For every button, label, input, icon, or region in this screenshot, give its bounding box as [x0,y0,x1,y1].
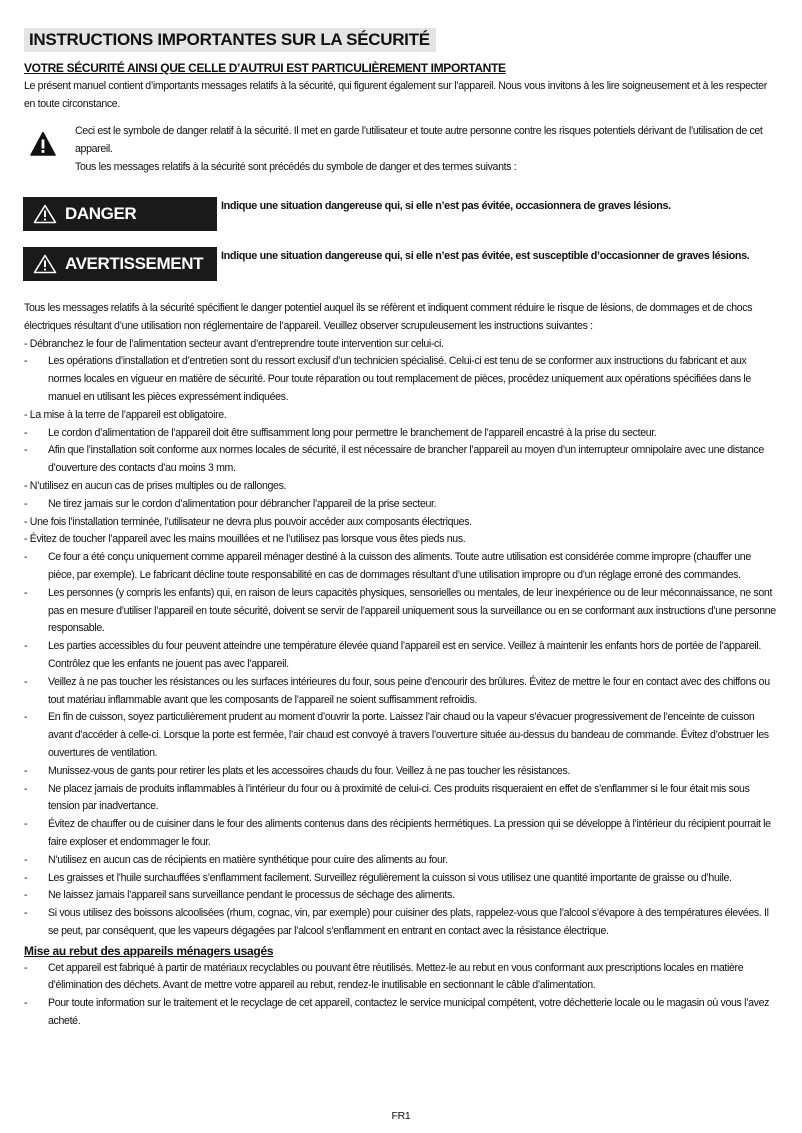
list-dash: - [24,871,28,884]
list-item [24,549,776,585]
list-item-text: Cet appareil est fabriqué à partir de matériaux recyclables ou pouvant être réutilisés. Mettez-le au rebut en vous conformant aux prescriptions locales en matière d’élimination des déchets. Avant de mettre votre appareil au rebut, rendez-le inutilisable en sectionnant le câble d’alimentation. [48,961,744,992]
danger-description: Indique une situation dangereuse qui, si elle n’est pas évitée, occasionnera de graves lésions. [221,200,671,212]
list-item [24,816,776,852]
disposal-title: Mise au rebut des appareils ménagers usagés [24,943,274,958]
list-dash: - [24,586,28,599]
list-dash: - [24,997,28,1010]
list-line: - Évitez de toucher l’appareil avec les mains mouillées et ne l’utilisez pas lorsque vous êtes pieds nus. [24,533,466,546]
list-item-text: Veillez à ne pas toucher les résistances ou les surfaces intérieures du four, sous peine d’encourir des brûlures. Évitez de mettre le four en contact avec des chiffons ou tout matériau inflammable avant que les composants de l’appareil ne soient suffisamment refroidis. [48,675,770,706]
list-item [24,425,776,443]
list-item [24,870,776,888]
list-item [24,496,776,514]
list-item [24,905,776,941]
symbol-intro: Tous les messages relatifs à la sécurité sont précédés du symbole de danger et des termes suivants : [75,160,517,173]
list-item [24,353,776,406]
list-dash: - [24,640,28,653]
list-dash: - [24,426,28,439]
page-number: FR1 [391,1110,411,1122]
list-item-text: Les graisses et l’huile surchauffées s’enflamment facilement. Surveillez régulièrement la cuisson si vous utilisez une quantité importante de graisse ou d’huile. [48,871,732,884]
list-item [24,442,776,478]
danger-label: DANGER [65,204,137,223]
safety-instructions [24,300,776,1031]
warning-description: Indique une situation dangereuse qui, si elle n’est pas évitée, est susceptible d’occasionner de graves lésions. [221,250,750,262]
list-item-text: Le cordon d’alimentation de l’appareil doit être suffisamment long pour permettre le branchement de l’appareil encastré à la prise du secteur. [48,426,657,439]
list-dash: - [24,355,28,368]
warning-triangle-icon [33,204,57,224]
section-subtitle: VOTRE SÉCURITÉ AINSI QUE CELLE D’AUTRUI EST PARTICULIÈREMENT IMPORTANTE [24,61,506,75]
list-item [24,709,776,762]
list-dash: - [24,711,28,724]
list-item [24,781,776,817]
list-dash: - [24,444,28,457]
list-dash: - [24,675,28,688]
list-item-text: En fin de cuisson, soyez particulièrement prudent au moment d’ouvrir la porte. Laissez l’air chaud ou la vapeur s’évacuer progressivement de l’enceinte de cuisson avant d’accéder à celle-ci. Lorsque la porte est fermée, l’air chaud est convoyé à travers l’ouverture située au-dessus du bandeau de commande. Évitez d’obstruer les ouvertures de ventilation. [48,711,769,759]
list-dash: - [24,551,28,564]
list-item-text: Pour toute information sur le traitement et le recyclage de cet appareil, contactez le service municipal compétent, votre déchetterie locale ou le magasin où vous l’avez acheté. [48,997,770,1028]
list-line: - N’utilisez en aucun cas de prises multiples ou de rallonges. [24,479,287,492]
list-item-text: Ne tirez jamais sur le cordon d’alimentation pour débrancher l’appareil de la prise secteur. [48,497,437,510]
list-item [24,887,776,905]
list-item-text: Les opérations d’installation et d’entretien sont du ressort exclusif d’un technicien spécialisé. Celui-ci est tenu de se conformer aux instructions du fabricant et aux normes locales en vigueur en matière de sécurité. Pour toute réparation ou tout remplacement de pièces, procédez uniquement aux opérations spécifiées dans le manuel en utilisant les pièces expressément indiquées. [48,355,751,403]
list-dash: - [24,889,28,902]
page-title: INSTRUCTIONS IMPORTANTES SUR LA SÉCURITÉ [24,28,436,52]
warning-badge [23,247,217,281]
list-item-text: N’utilisez en aucun cas de récipients en matière synthétique pour cuire des aliments au four. [48,853,448,866]
list-dash: - [24,818,28,831]
list-item [24,960,776,996]
disposal-list [24,960,776,1031]
warning-label: AVERTISSEMENT [65,254,204,273]
list-item-text: Les personnes (y compris les enfants) qui, en raison de leurs capacités physiques, sensorielles ou mentales, de leur inexpérience ou de leur méconnaissance, ne sont pas en mesure d’utiliser l’appareil en toute sécurité, doivent se servir de l’appareil uniquement sous la surveillance ou en se conformant aux instructions d’une personne responsable. [48,586,776,635]
list-dash: - [24,907,28,920]
list-item [24,638,776,674]
list-item-text: Ce four a été conçu uniquement comme appareil ménager destiné à la cuisson des aliments. Toute autre utilisation est considérée comme impropre (chauffer une pièce, par exemple). Le fabricant décline toute responsabilité en cas de dommages résultant d’une utilisation impropre ou d’un réglage erroné des commandes. [48,551,751,581]
warning-triangle-icon [30,131,56,157]
list-item [24,995,776,1031]
list-line: - La mise à la terre de l’appareil est obligatoire. [24,408,227,421]
list-dash: - [24,782,28,795]
list-item-text: Afin que l’installation soit conforme aux normes locales de sécurité, il est nécessaire de brancher l’appareil au moyen d’un interrupteur omnipolaire avec une distance d’ouverture des contacts d’au moins 3 mm. [48,444,764,475]
symbol-explanation [75,123,775,176]
list-dash: - [24,853,28,866]
list-item [24,674,776,710]
list-item-text: Ne laissez jamais l’appareil sans surveillance pendant le processus de séchage des aliments. [48,889,455,902]
list-line: - Une fois l’installation terminée, l’utilisateur ne devra plus pouvoir accéder aux composants électriques. [24,515,472,528]
danger-badge [23,197,217,231]
intro-paragraph: Le présent manuel contient d’importants messages relatifs à la sécurité, qui figurent également sur l’appareil. Nous vous invitons à les lire soigneusement et à les respecter en toute circonstance. [24,80,767,110]
list-item-text: Ne placez jamais de produits inflammables à l’intérieur du four ou à proximité de celui-ci. Ces produits risqueraient en effet de s’enflammer si le four était mis sous tension par inadvertance. [48,782,750,813]
list-item-text: Si vous utilisez des boissons alcoolisées (rhum, cognac, vin, par exemple) pour cuisiner des plats, rappelez-vous que l’alcool s’évapore à des températures élevées. Il se peut, par conséquent, que les vapeurs dégagées par l’alcool s’enflamment en entrant en contact avec la résistance électrique. [48,907,769,937]
lead-paragraph: Tous les messages relatifs à la sécurité spécifient le danger potentiel auquel ils se réfèrent et indiquent comment réduire le risque de lésions, de dommages et de chocs électriques résultant d’une utilisation non réglementaire de l’appareil. Veuillez observer scrupuleusement les instructions suivantes : [24,302,753,332]
list-dash: - [24,764,28,777]
list-item [24,585,776,638]
warning-triangle-icon [33,254,57,274]
symbol-description: Ceci est le symbole de danger relatif à la sécurité. Il met en garde l’utilisateur et toute autre personne contre les risques potentiels dérivant de l’utilisation de cet appareil. [75,125,763,155]
list-dash: - [24,497,28,510]
list-item [24,852,776,870]
list-item [24,763,776,781]
instruction-list [24,336,776,941]
list-dash: - [24,961,28,974]
list-item-text: Évitez de chauffer ou de cuisiner dans le four des aliments contenus dans des récipients hermétiques. La pression qui se développe à l’intérieur du récipient pourrait le faire exploser et endommager le four. [48,818,771,848]
list-line: - Débranchez le four de l’alimentation secteur avant d’entreprendre toute intervention sur celui-ci. [24,337,444,350]
list-item-text: Munissez-vous de gants pour retirer les plats et les accessoires chauds du four. Veillez à ne pas toucher les résistances. [48,764,571,777]
list-item-text: Les parties accessibles du four peuvent atteindre une température élevée quand l’appareil est en service. Veillez à maintenir les enfants hors de portée de l’appareil. Contrôlez que les enfants ne jouent pas avec l’appareil. [48,640,762,670]
